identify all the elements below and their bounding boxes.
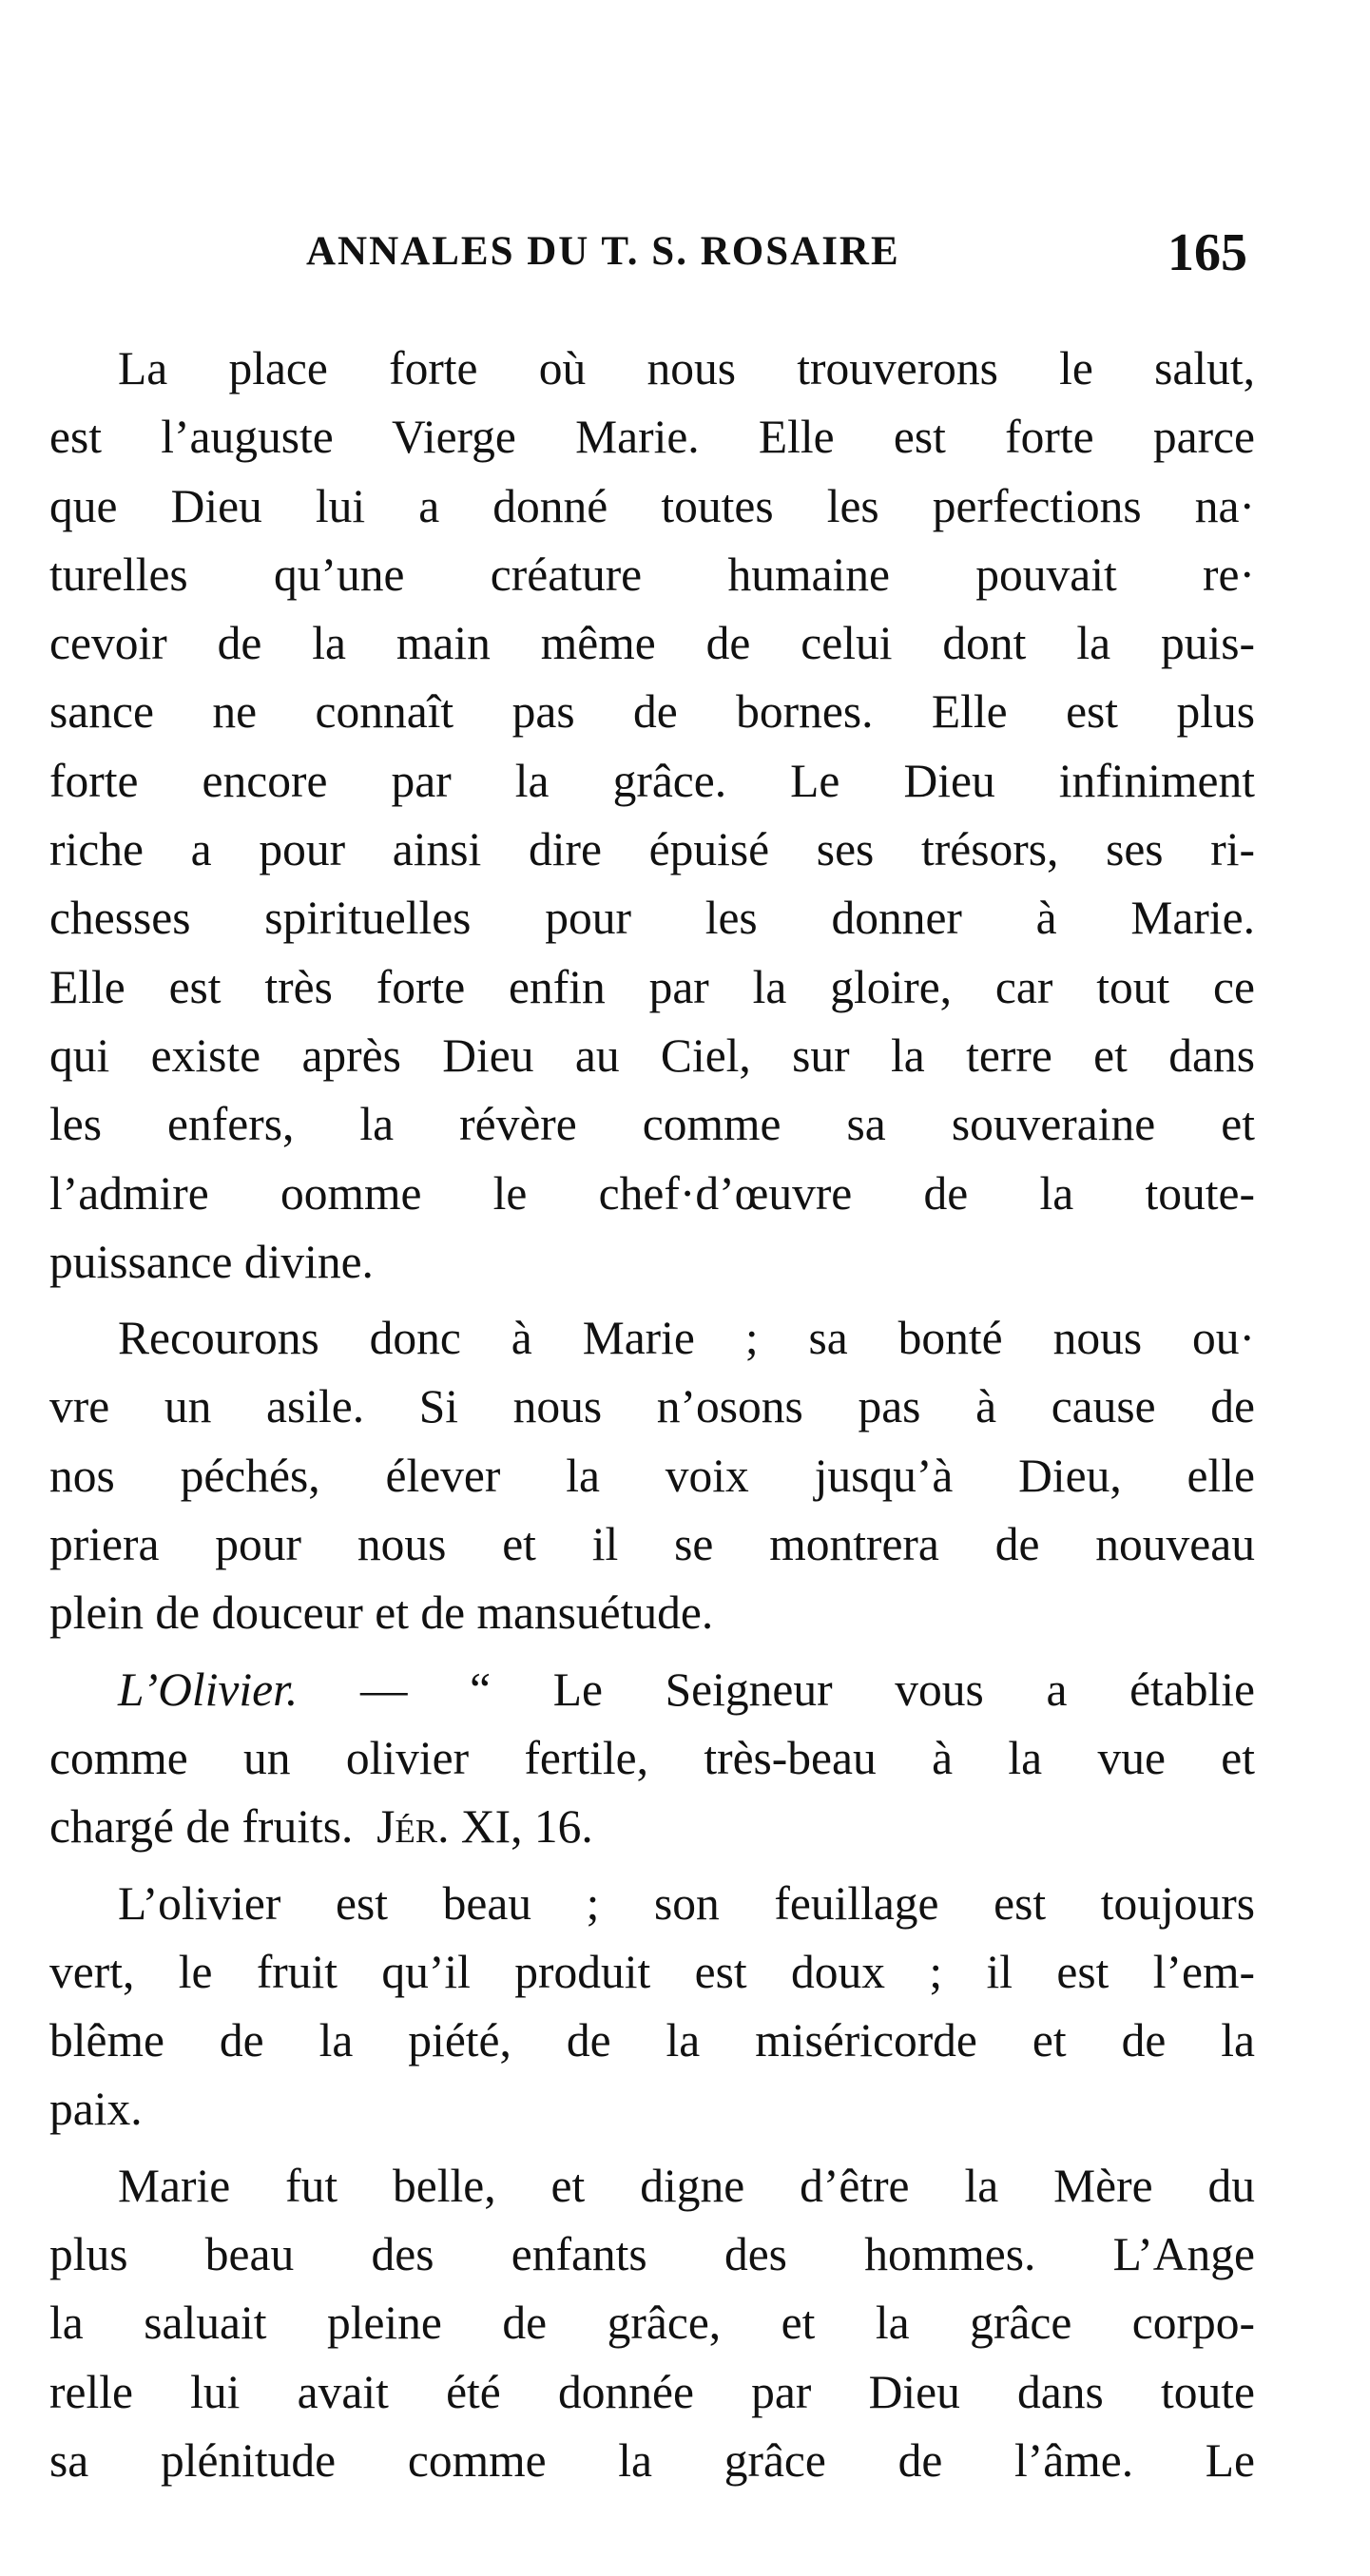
text-line: plus beau des enfants des hommes. L’Ange xyxy=(49,2228,1255,2281)
text-line: nos péchés, élever la voix jusqu’à Dieu, elle xyxy=(49,1449,1255,1502)
text-line: Recourons donc à Marie ; sa bonté nous ou· xyxy=(118,1312,1255,1365)
text-line: chesses spirituelles pour les donner à Marie. xyxy=(49,892,1255,945)
text-line: les enfers, la révère comme sa souveraine et xyxy=(49,1098,1255,1151)
text-line: plein de douceur et de mansuétude. xyxy=(49,1586,714,1640)
text-line: cevoir de la main même de celui dont la puis- xyxy=(49,617,1255,670)
text-line: forte encore par la grâce. Le Dieu infiniment xyxy=(49,754,1255,807)
text-line: vre un asile. Si nous n’osons pas à cause de xyxy=(49,1380,1255,1433)
text-line: sa plénitude comme la grâce de l’âme. Le xyxy=(49,2433,1255,2487)
text-line: l’admire oomme le chef·d’œuvre de la toute- xyxy=(49,1166,1255,1220)
text-line: qui existe après Dieu au Ciel, sur la terre et dans xyxy=(49,1028,1255,1082)
text-line: que Dieu lui a donné toutes les perfections na· xyxy=(49,479,1255,532)
text-line: Marie fut belle, et digne d’être la Mère du xyxy=(118,2159,1255,2212)
running-title: ANNALES DU T. S. ROSAIRE xyxy=(306,229,900,274)
page-number: 165 xyxy=(1167,223,1247,282)
citation-book: Jér. xyxy=(376,1800,450,1854)
text-line: Elle est très forte enfin par la gloire, car tout ce xyxy=(49,960,1255,1013)
text-line: puissance divine. xyxy=(49,1235,374,1288)
running-head xyxy=(49,223,1247,295)
text-line: blême de la piété, de la miséricorde et de la xyxy=(49,2014,1255,2067)
text-line: comme un olivier fertile, très-beau à la vue et xyxy=(49,1731,1255,1784)
olivier-label: L’Olivier. xyxy=(118,1663,299,1716)
text-line: vert, le fruit qu’il produit est doux ; il est l’em- xyxy=(49,1945,1255,1998)
text-line: est l’auguste Vierge Marie. Elle est forte parce xyxy=(49,411,1255,464)
citation-text: chargé de fruits. xyxy=(49,1800,354,1854)
text-line: La place forte où nous trouverons le salut, xyxy=(118,342,1255,394)
text-line: sance ne connaît pas de bornes. Elle est plus xyxy=(49,685,1255,739)
text-line: riche a pour ainsi dire épuisé ses trésors, ses ri- xyxy=(49,823,1255,876)
olivier-quote-start: — “ Le Seigneur vous a établie xyxy=(359,1663,1255,1716)
text-line: paix. xyxy=(49,2083,143,2136)
citation-line xyxy=(49,1793,1255,1861)
body-text xyxy=(49,335,1255,2495)
text-line: la saluait pleine de grâce, et la grâce corpo- xyxy=(49,2297,1255,2350)
text-line: relle lui avait été donnée par Dieu dans toute xyxy=(49,2365,1255,2418)
text-line: priera pour nous et il se montrera de nouveau xyxy=(49,1518,1255,1571)
olivier-heading-line xyxy=(49,1656,1255,1724)
citation-reference: XI, 16. xyxy=(460,1800,593,1854)
text-line: turelles qu’une créature humaine pouvait re· xyxy=(49,548,1255,601)
text-line: L’olivier est beau ; son feuillage est toujours xyxy=(118,1876,1255,1930)
